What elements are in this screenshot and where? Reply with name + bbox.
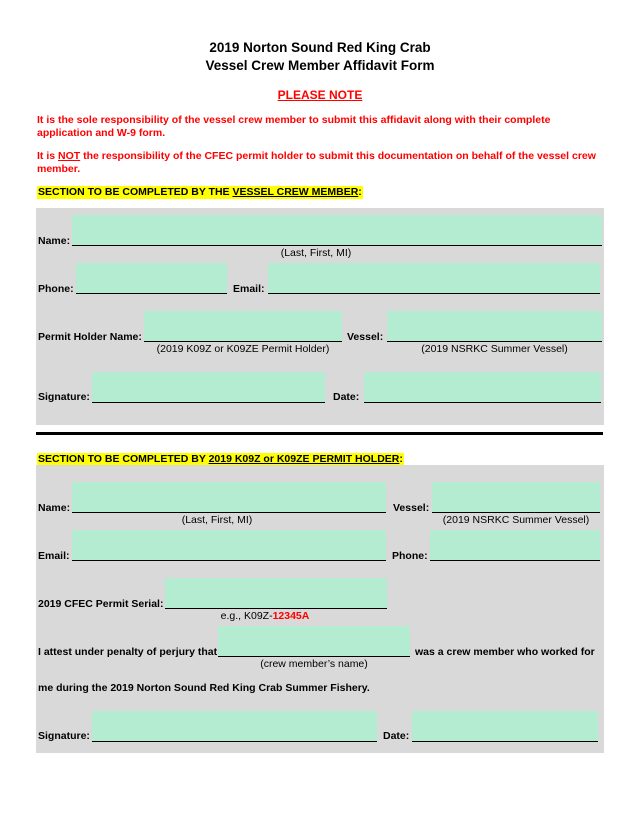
crew-signature-label: Signature:: [38, 391, 90, 403]
holder-phone-underline: [430, 560, 600, 561]
attest-prefix-text: I attest under penalty of perjury that: [38, 646, 218, 658]
crew-phone-label: Phone:: [38, 283, 74, 295]
holder-signature-label: Signature:: [38, 730, 90, 742]
crew-email-field[interactable]: [268, 263, 600, 293]
form-title-line2: Vessel Crew Member Affidavit Form: [205, 58, 435, 73]
form-title-line1: 2019 Norton Sound Red King Crab: [209, 40, 431, 55]
crew-permit-holder-field[interactable]: [144, 311, 342, 341]
attest-suffix-text: was a crew member who worked for: [415, 646, 595, 658]
permit-serial-underline: [165, 608, 387, 609]
crew-vessel-field[interactable]: [387, 311, 602, 341]
crew-date-field[interactable]: [364, 372, 601, 402]
crew-vessel-hint: (2019 NSRKC Summer Vessel): [421, 343, 568, 355]
crew-date-label: Date:: [333, 391, 360, 403]
holder-signature-field[interactable]: [92, 711, 377, 741]
holder-vessel-label: Vessel:: [393, 502, 430, 514]
permit-serial-hint: e.g., K09Z-12345A: [220, 610, 310, 622]
crew-phone-field[interactable]: [76, 263, 227, 293]
notice-paragraph-2: It is NOT the responsibility of the CFEC permit holder to submit this documentation on behalf of the vessel crew member.: [37, 150, 596, 175]
holder-vessel-underline: [432, 512, 600, 513]
holder-name-label: Name:: [38, 502, 71, 514]
crew-permit-holder-hint: (2019 K09Z or K09ZE Permit Holder): [156, 343, 330, 355]
crew-name-underline: [72, 245, 602, 246]
holder-section-heading: SECTION TO BE COMPLETED BY 2019 K09Z or K09ZE PERMIT HOLDER:: [38, 453, 403, 465]
holder-name-hint: (Last, First, MI): [181, 514, 253, 526]
holder-email-field[interactable]: [72, 530, 386, 560]
holder-date-label: Date:: [383, 730, 410, 742]
crew-vessel-label: Vessel:: [347, 331, 384, 343]
crew-member-name-field[interactable]: [218, 626, 410, 656]
crew-section-heading: SECTION TO BE COMPLETED BY THE VESSEL CREW MEMBER:: [38, 186, 362, 198]
please-note-heading: PLEASE NOTE: [277, 88, 363, 102]
attest-line-2: me during the 2019 Norton Sound Red King Crab Summer Fishery.: [38, 682, 370, 694]
holder-name-field[interactable]: [72, 482, 386, 512]
crew-vessel-underline: [387, 341, 602, 342]
crew-name-label: Name:: [38, 235, 71, 247]
crew-phone-underline: [76, 293, 227, 294]
permit-serial-label: 2019 CFEC Permit Serial:: [38, 598, 164, 610]
crew-name-field[interactable]: [72, 215, 602, 245]
crew-email-underline: [268, 293, 600, 294]
holder-phone-field[interactable]: [430, 530, 600, 560]
holder-phone-label: Phone:: [392, 550, 428, 562]
notice-paragraph-1: It is the sole responsibility of the vessel crew member to submit this affidavit along with their complete application and W-9 form.: [37, 114, 551, 139]
holder-date-underline: [412, 741, 598, 742]
holder-email-underline: [72, 560, 386, 561]
crew-date-underline: [364, 402, 601, 403]
permit-serial-field[interactable]: [165, 578, 387, 608]
crew-permit-holder-underline: [144, 341, 342, 342]
holder-name-underline: [72, 512, 386, 513]
holder-email-label: Email:: [38, 550, 70, 562]
holder-date-field[interactable]: [412, 711, 598, 741]
section-divider: [36, 432, 603, 435]
crew-permit-holder-label: Permit Holder Name:: [38, 331, 142, 343]
crew-member-name-underline: [218, 656, 410, 657]
holder-signature-underline: [92, 741, 377, 742]
crew-member-name-hint: (crew member’s name): [260, 658, 368, 670]
not-emphasis: NOT: [58, 150, 81, 162]
holder-vessel-field[interactable]: [432, 482, 600, 512]
crew-name-hint: (Last, First, MI): [280, 247, 352, 259]
holder-vessel-hint: (2019 NSRKC Summer Vessel): [442, 514, 590, 526]
crew-email-label: Email:: [233, 283, 265, 295]
crew-signature-underline: [92, 402, 325, 403]
crew-signature-field[interactable]: [92, 372, 325, 402]
